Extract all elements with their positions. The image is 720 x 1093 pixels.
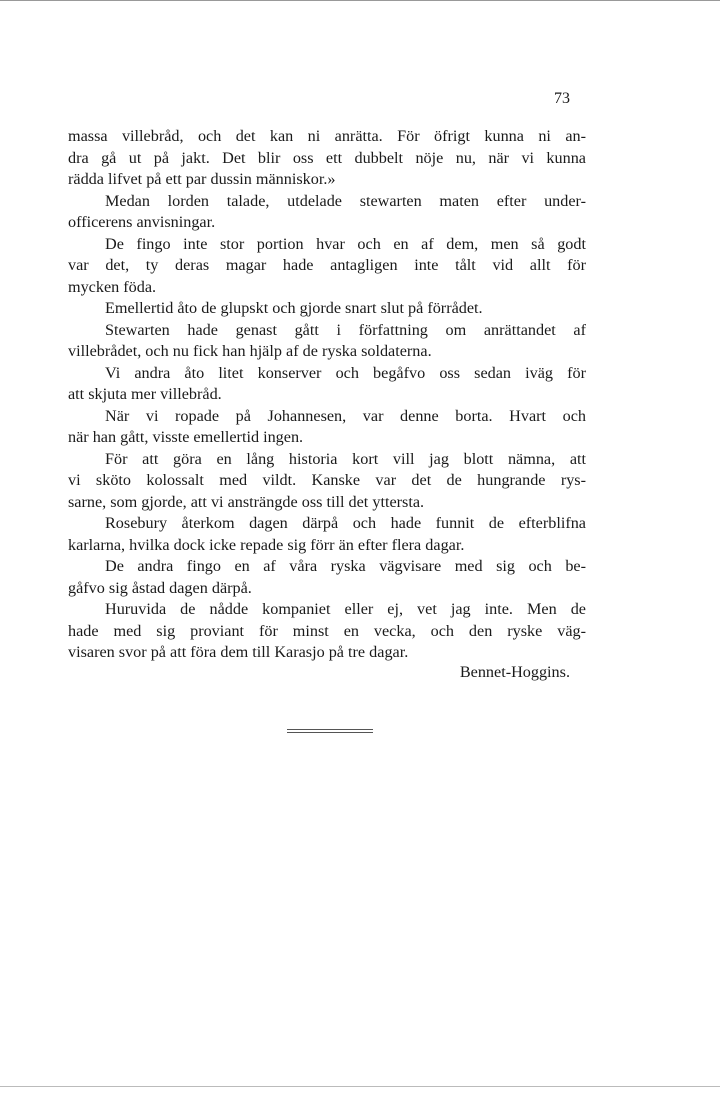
page-number: 73 [554, 90, 570, 107]
text-line: att skjuta mer villebråd. [68, 385, 222, 403]
text-line: visaren svor på att föra dem till Karasjo på tre dagar. [68, 643, 409, 661]
text-line: Huruvida de nådde kompaniet eller ej, vet jag inte. Men de [105, 600, 586, 618]
text-line: Emellertid åto de glupskt och gjorde snart slut på förrådet. [105, 299, 483, 317]
author-signature: Bennet-Hoggins. [459, 663, 570, 681]
scan-bottom-edge [0, 1086, 720, 1087]
text-line: när han gått, visste emellertid ingen. [68, 428, 304, 446]
text-line: För att göra en lång historia kort vill jag blott nämna, att [105, 449, 586, 468]
text-line: massa villebråd, och det kan ni anrätta. För öfrigt kunna ni an- [68, 127, 586, 145]
text-line: De fingo inte stor portion hvar och en af dem, men så godt [105, 234, 586, 253]
text-line: villebrådet, och nu fick han hjälp af de ryska soldaterna. [68, 342, 432, 360]
text-line: Rosebury återkom dagen därpå och hade funnit de efterblifna [105, 514, 586, 532]
text-line: var det, ty deras magar hade antagligen inte tålt vid allt för [68, 256, 586, 274]
text-line: De andra fingo en af våra ryska vägvisare med sig och be- [105, 557, 586, 575]
text-line: Vi andra åto litet konserver och begåfvo oss sedan iväg för [105, 363, 586, 382]
body-text [68, 126, 586, 664]
text-line: Stewarten hade genast gått i författning om anrättandet af [105, 320, 586, 339]
text-line: karlarna, hvilka dock icke repade sig förr än efter flera dagar. [68, 535, 465, 554]
text-line: När vi ropade på Johannesen, var denne borta. Hvart och [105, 406, 586, 425]
text-line: hade med sig proviant för minst en vecka, och den ryske väg- [68, 621, 586, 640]
text-line: Medan lorden talade, utdelade stewarten maten efter under- [105, 191, 586, 210]
text-line: vi sköto kolossalt med vildt. Kanske var det de hungrande rys- [68, 471, 586, 489]
text-line: mycken föda. [68, 277, 157, 296]
text-line: officerens anvisningar. [68, 213, 216, 231]
text-line: dra gå ut på jakt. Det blir oss ett dubbelt nöje nu, när vi kunna [68, 148, 586, 167]
text-line: gåfvo sig åstad dagen därpå. [68, 578, 252, 597]
scan-top-edge [0, 0, 720, 1]
text-line: sarne, som gjorde, att vi ansträngde oss till det yttersta. [68, 492, 425, 511]
text-line: rädda lifvet på ett par dussin människor.» [68, 170, 336, 188]
end-ornament-rule [287, 729, 373, 734]
